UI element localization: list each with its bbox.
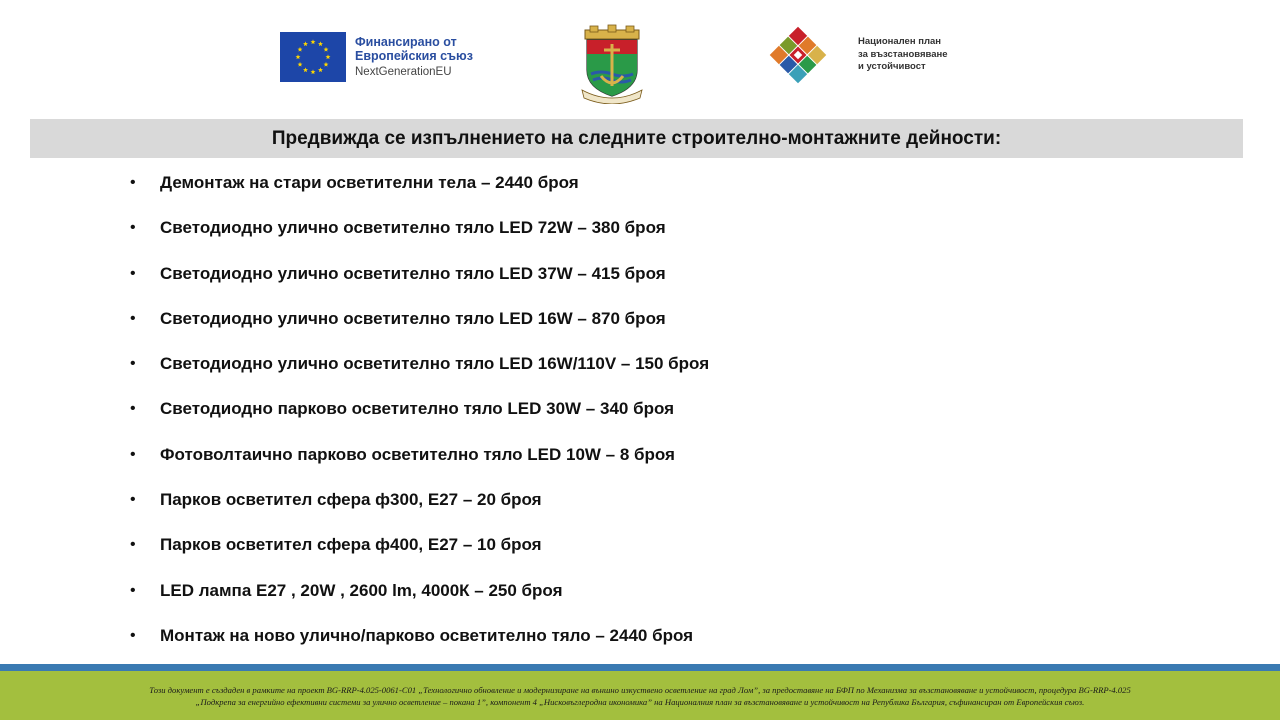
list-item-text: Фотоволтаично парково осветително тяло LED 10W – 8 броя [160, 444, 675, 464]
eu-logo-line1: Финансирано от [355, 35, 457, 50]
nrrp-ornament-icon [758, 24, 838, 86]
list-item [130, 444, 709, 489]
list-item-text: Парков осветител сфера ф300, Е27 – 20 броя [160, 490, 542, 510]
bullet-icon: • [130, 174, 136, 191]
list-item-text: Светодиодно улично осветително тяло LED 37W – 415 броя [160, 263, 666, 283]
nrrp-logo-text [858, 36, 948, 73]
list-item [130, 534, 709, 579]
eu-star-icon [326, 54, 331, 59]
eu-star-icon [311, 69, 316, 74]
footer-line2: „Подкрепа за енергийно ефективни системи за улично осветление – покана 1”, компонент 4 „Нисковъглеродна икономика” на Националния план за възстановяване и устойчивост на Република България, съфинансиран от Европейския съюз. [195, 696, 1085, 707]
list-item [130, 580, 709, 625]
eu-logo-line3: NextGenerationEU [355, 65, 452, 78]
bullet-icon: • [130, 264, 136, 282]
list-item [130, 398, 709, 443]
bullet-icon: • [130, 491, 136, 509]
list-item [130, 353, 709, 398]
list-item-text: Монтаж на ново улично/парково осветително тяло – 2440 броя [160, 625, 694, 645]
eu-logo-line2: Европейския съюз [355, 49, 473, 64]
eu-star-icon [298, 62, 303, 67]
page-title: Предвижда се изпълнението на следните строително-монтажните дейности: [271, 127, 1002, 149]
nrrp-logo-line1: Национален план [858, 36, 942, 48]
bullet-icon: • [130, 581, 136, 599]
eu-star-icon [311, 39, 316, 44]
eu-star-icon [324, 47, 329, 52]
list-item [130, 489, 709, 534]
lom-crest-icon [577, 24, 647, 104]
list-item-text: Светодиодно улично осветително тяло LED 16W/110V – 150 броя [160, 354, 710, 374]
bullet-icon: • [130, 536, 136, 554]
eu-star-icon [303, 67, 308, 72]
eu-logo-text [355, 35, 473, 79]
nrrp-logo-line2: за възстановяване [858, 48, 948, 60]
list-item-text: LED лампа Е27 , 20W , 2600 lm, 4000К – 250 броя [160, 580, 563, 600]
eu-star-icon [324, 62, 329, 67]
eu-star-icon [298, 47, 303, 52]
footer [0, 671, 1280, 720]
eu-star-icon [318, 41, 323, 46]
eu-star-icon [318, 67, 323, 72]
list-item [130, 263, 709, 308]
list-item-text: Светодиодно улично осветително тяло LED 16W – 870 броя [160, 308, 666, 328]
list-item-text: Светодиодно улично осветително тяло LED 72W – 380 броя [160, 218, 666, 238]
list-item-text: Демонтаж на стари осветителни тела – 2440 броя [160, 173, 579, 192]
eu-star-icon [296, 54, 301, 59]
list-item-text: Светодиодно парково осветително тяло LED 30W – 340 броя [160, 399, 675, 419]
list-item-text: Парков осветител сфера ф400, Е27 – 10 броя [160, 535, 542, 555]
bullet-icon: • [130, 309, 136, 327]
bullet-icon: • [130, 445, 136, 463]
bullet-icon: • [130, 355, 136, 373]
eu-logo [280, 32, 495, 82]
eu-flag-icon [280, 32, 346, 82]
footer-divider [0, 664, 1280, 671]
bullet-icon: • [130, 219, 136, 237]
footer-line1: Този документ е създаден в рамките на проект BG-RRP-4.025-0061-C01 „Технологично обновление и модернизиране на външно изкуствено осветление на град Лом”, за предоставяне на БФП по Механизма за възстановяване и устойчивост, процедура BG-RRP-4.025 [149, 684, 1131, 695]
bullet-icon: • [130, 626, 136, 644]
list-item [130, 308, 709, 353]
list-item [130, 217, 709, 262]
bullet-icon: • [130, 400, 136, 418]
nrrp-logo [758, 24, 958, 86]
heading-bar [30, 119, 1243, 158]
nrrp-logo-line3: и устойчивост [858, 61, 926, 73]
activities-list [130, 172, 709, 670]
eu-star-icon [303, 41, 308, 46]
list-item [130, 172, 709, 217]
